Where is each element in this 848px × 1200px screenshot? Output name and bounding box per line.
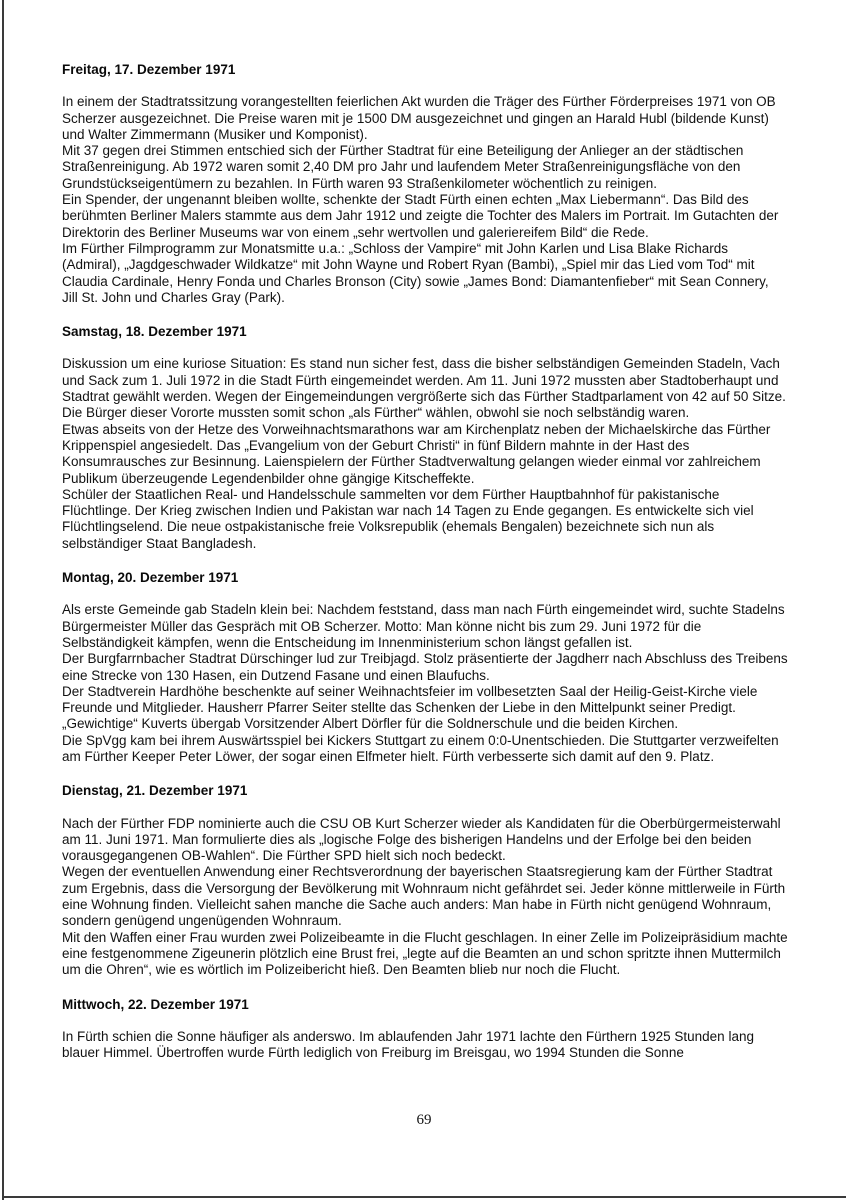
paragraph: Die SpVgg kam bei ihrem Auswärtsspiel bei Kickers Stuttgart zu einem 0:0-Unentschieden. Die Stuttgarter verzweifelten am Fürther Keeper Peter Löwer, der sogar einen Elfmeter hielt. Fürth verbesserte sich damit auf den 9. Platz. [62,732,779,764]
section-wednesday-22-dec [62,997,788,1062]
section-tuesday-21-dec [62,783,788,978]
paragraph: Diskussion um eine kuriose Situation: Es stand nun sicher fest, dass die bisher selbständigen Gemeinden Stadeln, Vach und Sack zum 1. Juli 1972 in die Stadt Fürth eingemeindet werden. Am 11. Juni 1972 mussten aber Stadtoberhaupt und Stadtrat gewählt werden. Wegen der Eingemeindungen vergrößerte sich das Fürther Stadtparlament von 42 auf 50 Sitze. Die Bürger dieser Vororte mussten somit schon „als Fürther“ wählen, obwohl sie noch selbständig waren. [62,356,786,421]
section-saturday-18-dec [62,324,788,552]
section-friday-17-dec [62,62,788,306]
paragraph: Ein Spender, der ungenannt bleiben wollte, schenkte der Stadt Fürth einen echten „Max Liebermann“. Das Bild des berühmten Berliner Malers stammte aus dem Jahr 1912 und zeigte die Tochter des Malers im Portrait. Im Gutachten der Direktorin des Berliner Museums war von einem „sehr wertvollen und galeriereifem Bild“ die Rede. [62,192,779,240]
paragraph: Mit 37 gegen drei Stimmen entschied sich der Fürther Stadtrat für eine Beteiligung der Anlieger an der städtischen Straßenreinigung. Ab 1972 waren somit 2,40 DM pro Jahr und laufendem Meter Straßenreinigungsfläche von den Grundstückseigentümern zu bezahlen. In Fürth waren 93 Straßenkilometer wöchentlich zu reinigen. [62,143,744,191]
paragraph: Mit den Waffen einer Frau wurden zwei Polizeibeamte in die Flucht geschlagen. In einer Zelle im Polizeipräsidium machte eine festgenommene Zigeunerin plötzlich eine Brust frei, „legte auf die Beamten an und schon spritzte ihnen Muttermilch um die Ohren“, wie es wörtlich im Polizeibericht hieß. Den Beamten blieb nur noch die Flucht. [62,929,788,978]
section-heading: Mittwoch, 22. Dezember 1971 [62,996,249,1012]
paragraph: In Fürth schien die Sonne häufiger als anderswo. Im ablaufenden Jahr 1971 lachte den Fürthern 1925 Stunden lang blauer Himmel. Übertroffen wurde Fürth lediglich von Freiburg im Breisgau, wo 1994 Stunden die Sonne [62,1028,754,1061]
paragraph: Schüler der Staatlichen Real- und Handelsschule sammelten vor dem Fürther Hauptbahnhof für pakistanische Flüchtlinge. Der Krieg zwischen Indien und Pakistan war nach 14 Tagen zu Ende gegangen. Es entwickelte sich viel Flüchtlingselend. Die neue ostpakistanische freie Volksrepublik (ehemals Bengalen) bezeichnete sich nun als selbständiger Staat Bangladesh. [62,486,754,551]
page-content [62,62,788,1061]
paragraph: Etwas abseits von der Hetze des Vorweihnachtsmarathons war am Kirchenplatz neben der Michaelskirche das Fürther Krippenspiel angesiedelt. Das „Evangelium von der Geburt Christi“ in fünf Bildern mahnte in der Hast des Konsumrausches zur Besinnung. Laienspielern der Fürther Stadtverwaltung gelangen wieder einmal vor zahlreichem Publikum überzeugende Legendenbilder ohne gängige Kitscheffekte. [62,421,771,486]
section-heading: Dienstag, 21. Dezember 1971 [62,783,248,799]
section-heading: Samstag, 18. Dezember 1971 [62,324,247,340]
paragraph: Der Burgfarrnbacher Stadtrat Dürschinger lud zur Treibjagd. Stolz präsentierte der Jagdherr nach Abschluss des Treibens eine Strecke von 130 Hasen, ein Dutzend Fasane und einen Blaufuchs. [62,651,788,683]
page-number: 69 [416,1112,432,1128]
section-monday-20-dec [62,570,788,765]
section-heading: Montag, 20. Dezember 1971 [62,570,239,586]
section-heading: Freitag, 17. Dezember 1971 [62,62,236,77]
scan-edge-bottom [2,1196,846,1198]
scan-edge-left [2,0,4,1200]
paragraph: Der Stadtverein Hardhöhe beschenkte auf seiner Weihnachtsfeier im vollbesetzten Saal der Heilig-Geist-Kirche viele Freunde und Mitglieder. Hausherr Pfarrer Seiter stellte das Schenken der Liebe in den Mittelpunkt seiner Predigt. „Gewichtige“ Kuverts übergab Vorsitzender Albert Dörfler für die Soldnerschule und die beiden Kirchen. [62,683,758,732]
paragraph: Nach der Fürther FDP nominierte auch die CSU OB Kurt Scherzer wieder als Kandidaten für die Oberbürgermeisterwahl am 11. Juni 1971. Man formulierte dies als „logische Folge des bisherigen Handelns und der Erfolge bei den beiden vorausgegangenen OB-Wahlen“. Die Fürther SPD hielt sich noch bedeckt. [62,815,781,864]
paragraph: Im Fürther Filmprogramm zur Monatsmitte u.a.: „Schloss der Vampire“ mit John Karlen und Lisa Blake Richards (Admiral), „Jagdgeschwader Wildkatze“ mit John Wayne und Robert Ryan (Bambi), „Spiel mir das Lied vom Tod“ mit Claudia Cardinale, Henry Fonda und Charles Bronson (City) sowie „James Bond: Diamantenfieber“ mit Sean Connery, Jill St. John und Charles Gray (Park). [62,240,769,305]
paragraph: Wegen der eventuellen Anwendung einer Rechtsverordnung der bayerischen Staatsregierung kam der Fürther Stadtrat zum Ergebnis, dass die Versorgung der Bevölkerung mit Wohnraum nicht gefährdet sei. Jeder könne mittlerweile in Fürth eine Wohnung finden. Vielleicht sahen manche die Sache auch anders: Man habe in Fürth nicht genügend Wohnraum, sondern genügend ungenügenden Wohnraum. [62,864,786,929]
paragraph: Als erste Gemeinde gab Stadeln klein bei: Nachdem feststand, dass man nach Fürth eingemeindet wird, suchte Stadelns Bürgermeister Müller das Gespräch mit OB Scherzer. Motto: Man könne nicht bis zum 29. Juni 1972 für die Selbständigkeit kämpfen, wenn die Entscheidung im Innenministerium schon längst gefallen ist. [62,602,785,650]
paragraph: In einem der Stadtratssitzung vorangestellten feierlichen Akt wurden die Träger des Fürther Förderpreises 1971 von OB Scherzer ausgezeichnet. Die Preise waren mit je 1500 DM ausgezeichnet und gingen an Harald Hubl (bildende Kunst) und Walter Zimmermann (Musiker und Komponist). [62,94,776,142]
